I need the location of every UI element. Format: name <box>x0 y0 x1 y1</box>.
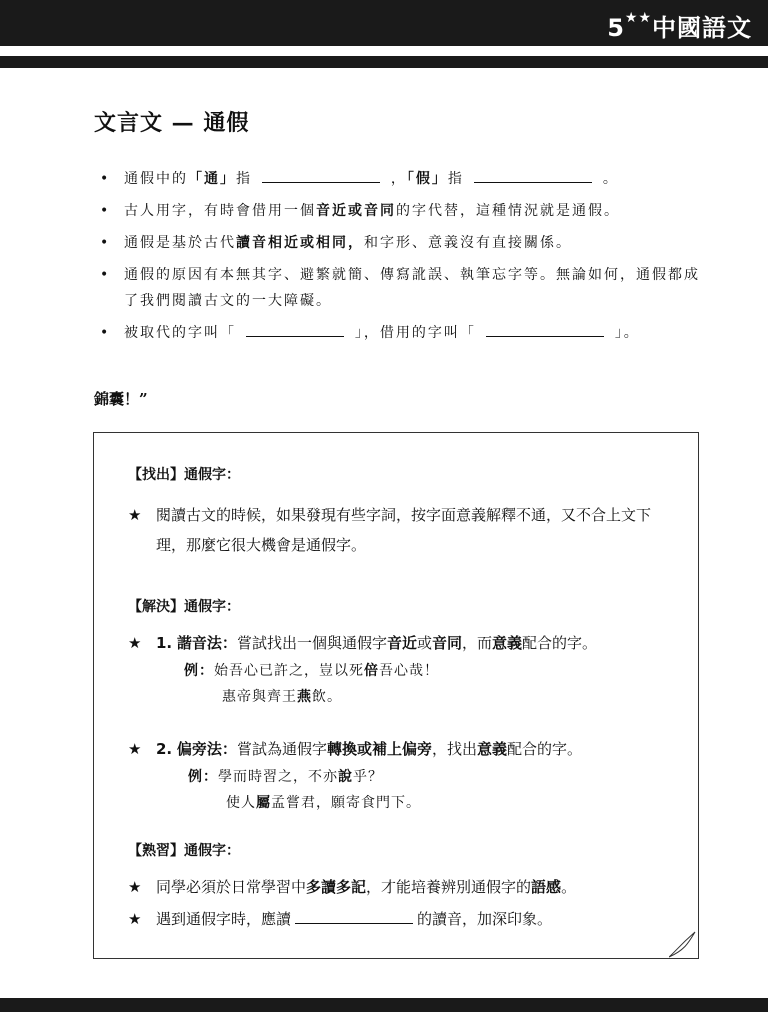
brand-stars-icon: ★★ <box>624 10 652 26</box>
footer-bar <box>0 998 768 1012</box>
list-item: • 被取代的字叫「 」，借用的字叫「 」。 <box>100 320 700 346</box>
find-text: ★ 閱讀古文的時候，如果發現有些字詞，按字面意義解釋不通，又不合上文下理，那麼它很大機會是通假字。 <box>128 500 676 560</box>
method-1: ★ 1. 諧音法：嘗試找出一個與通假字音近或音同，而意義配合的字。 <box>128 628 676 658</box>
list-item: • 通假的原因有本無其字、避繁就簡、傳寫訛誤、執筆忘字等。無論如何，通假都成了我們閱讀古文的一大障礙。 <box>100 262 700 314</box>
page-curl-icon <box>669 930 697 958</box>
bullet-icon: • <box>100 171 111 187</box>
bullet-icon: • <box>100 235 111 251</box>
tip-heading: 錦囊！” <box>94 390 148 408</box>
learn-item-2: ★ 遇到通假字時，應讀 的讀音，加深印象。 <box>128 904 676 934</box>
method-2-example-2: 使人屬孟嘗君，願寄食門下。 <box>226 795 421 811</box>
method-2-example-1: 例：學而時習之，不亦說乎？ <box>188 769 383 785</box>
brand-number: 5 <box>607 14 625 42</box>
star-icon: ★ <box>128 878 142 896</box>
fill-blank <box>486 335 604 337</box>
header-band <box>0 56 768 68</box>
page-title: 文言文 — 通假 <box>94 110 250 136</box>
bullet-list <box>100 166 700 352</box>
list-item: • 通假中的「通」指 ，「假」指 。 <box>100 166 700 192</box>
method-1-example-1: 例：始吾心已許之，豈以死倍吾心哉！ <box>184 663 439 679</box>
learn-title: 【熟習】通假字： <box>128 843 240 859</box>
fill-blank <box>295 922 413 924</box>
bullet-icon: • <box>100 325 111 341</box>
star-icon: ★ <box>128 910 142 928</box>
method-1-example-2: 惠帝與齊王燕飲。 <box>222 689 342 705</box>
brand-logo <box>607 8 752 43</box>
fill-blank <box>474 181 592 183</box>
fill-blank <box>246 335 344 337</box>
brand-name: 中國語文 <box>652 14 752 42</box>
learn-item-1: ★ 同學必須於日常學習中多讀多記，才能培養辨別通假字的語感。 <box>128 872 676 902</box>
star-icon: ★ <box>128 740 142 758</box>
list-item: • 通假是基於古代讀音相近或相同，和字形、意義沒有直接關係。 <box>100 230 700 256</box>
header-bar <box>0 0 768 46</box>
find-title: 【找出】通假字： <box>128 467 240 483</box>
solve-title: 【解決】通假字： <box>128 599 240 615</box>
list-item: • 古人用字，有時會借用一個音近或音同的字代替，這種情況就是通假。 <box>100 198 700 224</box>
star-icon: ★ <box>128 634 142 652</box>
fill-blank <box>262 181 380 183</box>
bullet-icon: • <box>100 267 111 283</box>
bullet-icon: • <box>100 203 111 219</box>
star-icon: ★ <box>128 506 142 524</box>
method-2: ★ 2. 偏旁法：嘗試為通假字轉換或補上偏旁，找出意義配合的字。 <box>128 734 676 764</box>
